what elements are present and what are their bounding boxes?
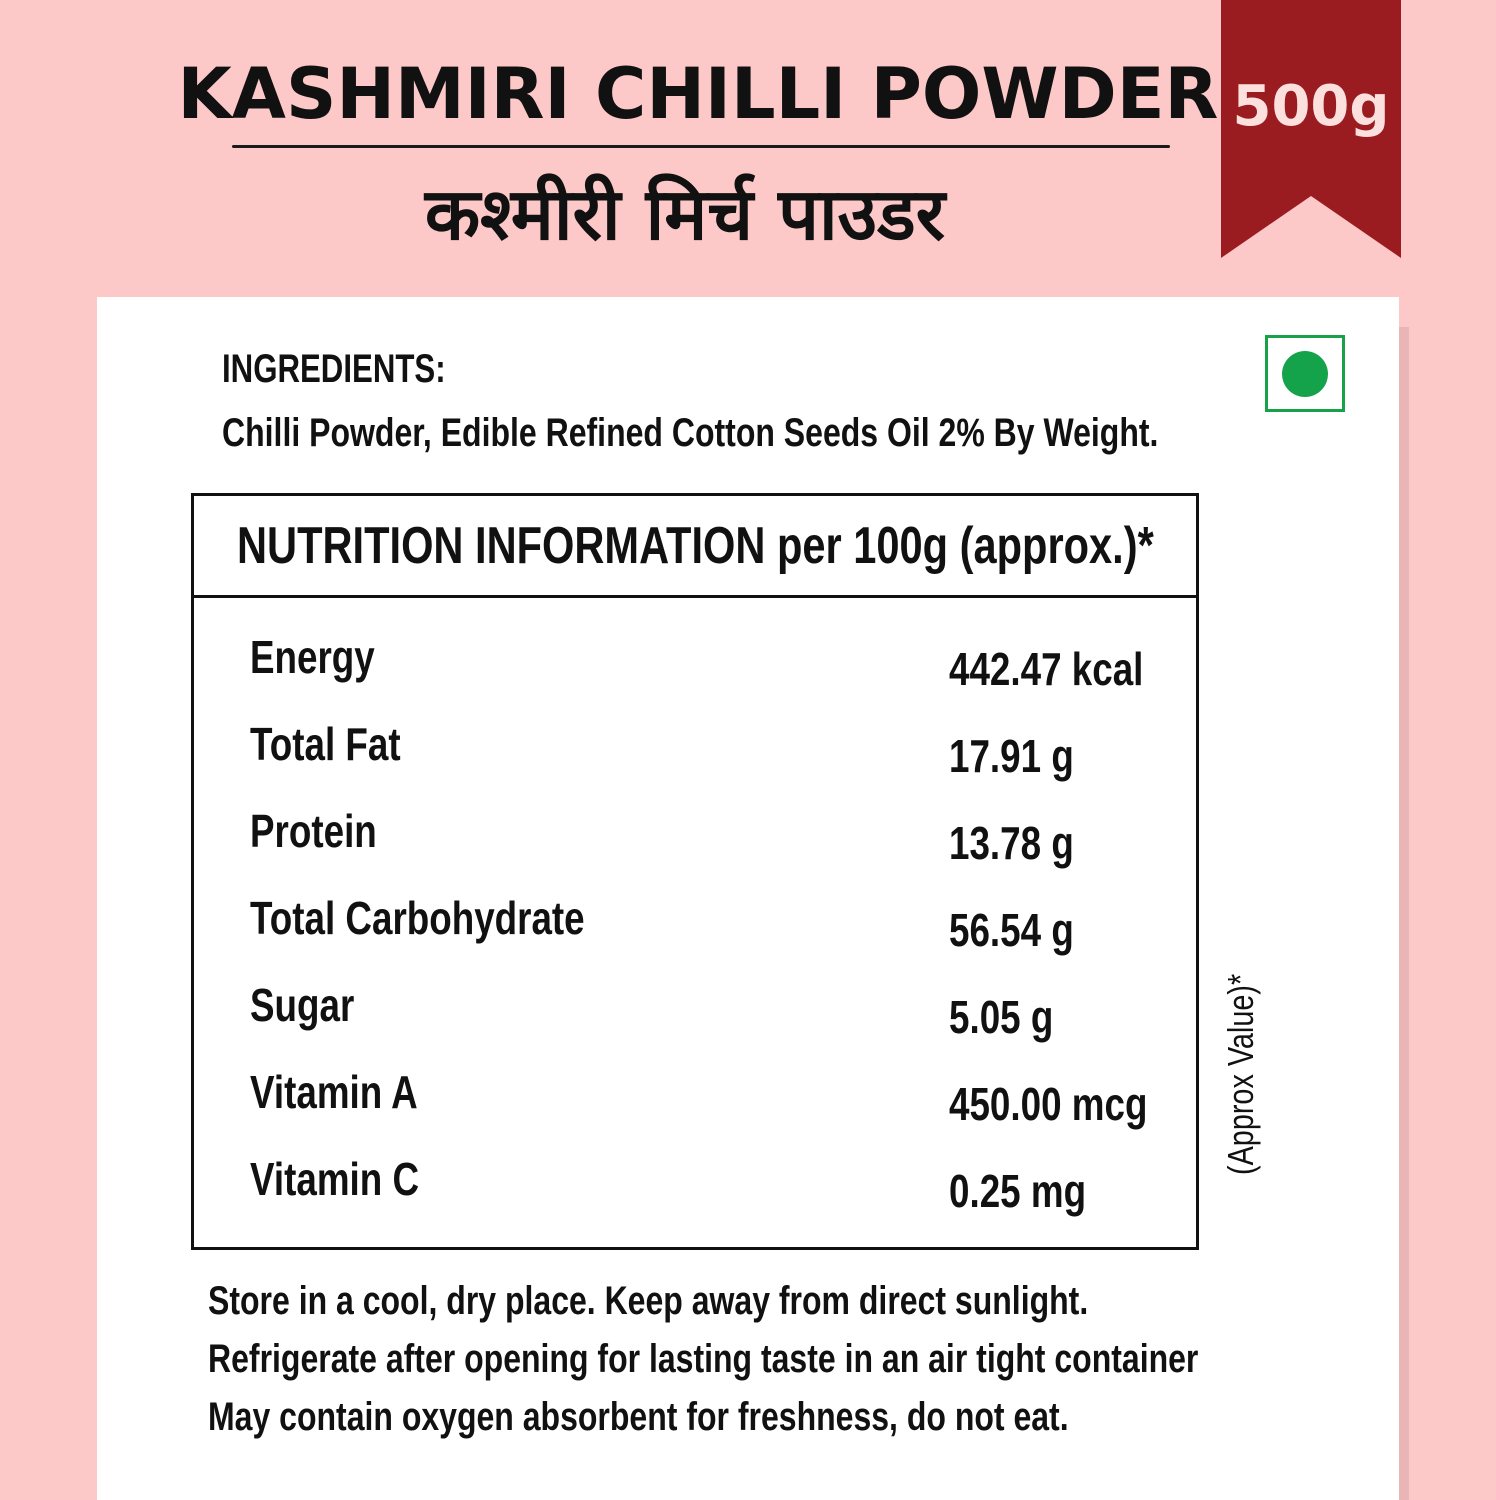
nutrition-row-vitamin-c — [194, 1152, 1196, 1239]
storage-note-line: Store in a cool, dry place. Keep away from direct sunlight. — [208, 1279, 1089, 1323]
nutrition-row-total-fat — [194, 717, 1196, 804]
product-title-english: KASHMIRI CHILLI POWDER — [177, 53, 1219, 135]
nutrition-value: 13.78 g — [949, 817, 1074, 869]
nutrition-label: Vitamin A — [250, 1066, 418, 1118]
nutrition-value: 17.91 g — [949, 730, 1074, 782]
nutrition-row-total-carbohydrate — [194, 891, 1196, 978]
nutrition-value: 56.54 g — [949, 904, 1074, 956]
weight-ribbon — [1221, 0, 1401, 258]
nutrition-title: NUTRITION INFORMATION per 100g (approx.)* — [237, 517, 1154, 575]
approx-value-note: (Approx Value)* — [1220, 973, 1261, 1175]
storage-note-line: Refrigerate after opening for lasting taste in an air tight container — [208, 1337, 1199, 1381]
nutrition-label: Protein — [250, 805, 377, 857]
nutrition-table-header — [194, 496, 1196, 598]
nutrition-row-energy — [194, 630, 1196, 717]
nutrition-row-protein — [194, 804, 1196, 891]
ingredients-text: Chilli Powder, Edible Refined Cotton Seeds Oil 2% By Weight. — [222, 411, 1159, 455]
nutrition-row-sugar — [194, 978, 1196, 1065]
nutrition-label: Total Carbohydrate — [250, 892, 585, 944]
nutrition-value: 442.47 kcal — [949, 643, 1144, 695]
ingredients-heading: INGREDIENTS: — [222, 347, 446, 391]
product-title-hindi: कश्मीरी मिर्च पाउडर — [424, 172, 946, 256]
nutrition-label: Vitamin C — [250, 1153, 420, 1205]
title-divider — [232, 145, 1170, 148]
nutrition-label: Total Fat — [250, 718, 401, 770]
weight-badge: 500g — [1232, 74, 1390, 139]
veg-symbol-icon — [1265, 335, 1345, 412]
storage-notes — [208, 1272, 1446, 1446]
nutrition-value: 450.00 mcg — [949, 1078, 1148, 1130]
veg-dot — [1282, 351, 1328, 397]
nutrition-value: 0.25 mg — [949, 1165, 1087, 1217]
storage-note-line: May contain oxygen absorbent for freshness, do not eat. — [208, 1395, 1069, 1439]
nutrition-row-vitamin-a — [194, 1065, 1196, 1152]
nutrition-value: 5.05 g — [949, 991, 1054, 1043]
nutrition-label: Energy — [250, 631, 375, 683]
nutrition-label: Sugar — [250, 979, 355, 1031]
nutrition-table — [191, 493, 1199, 1250]
